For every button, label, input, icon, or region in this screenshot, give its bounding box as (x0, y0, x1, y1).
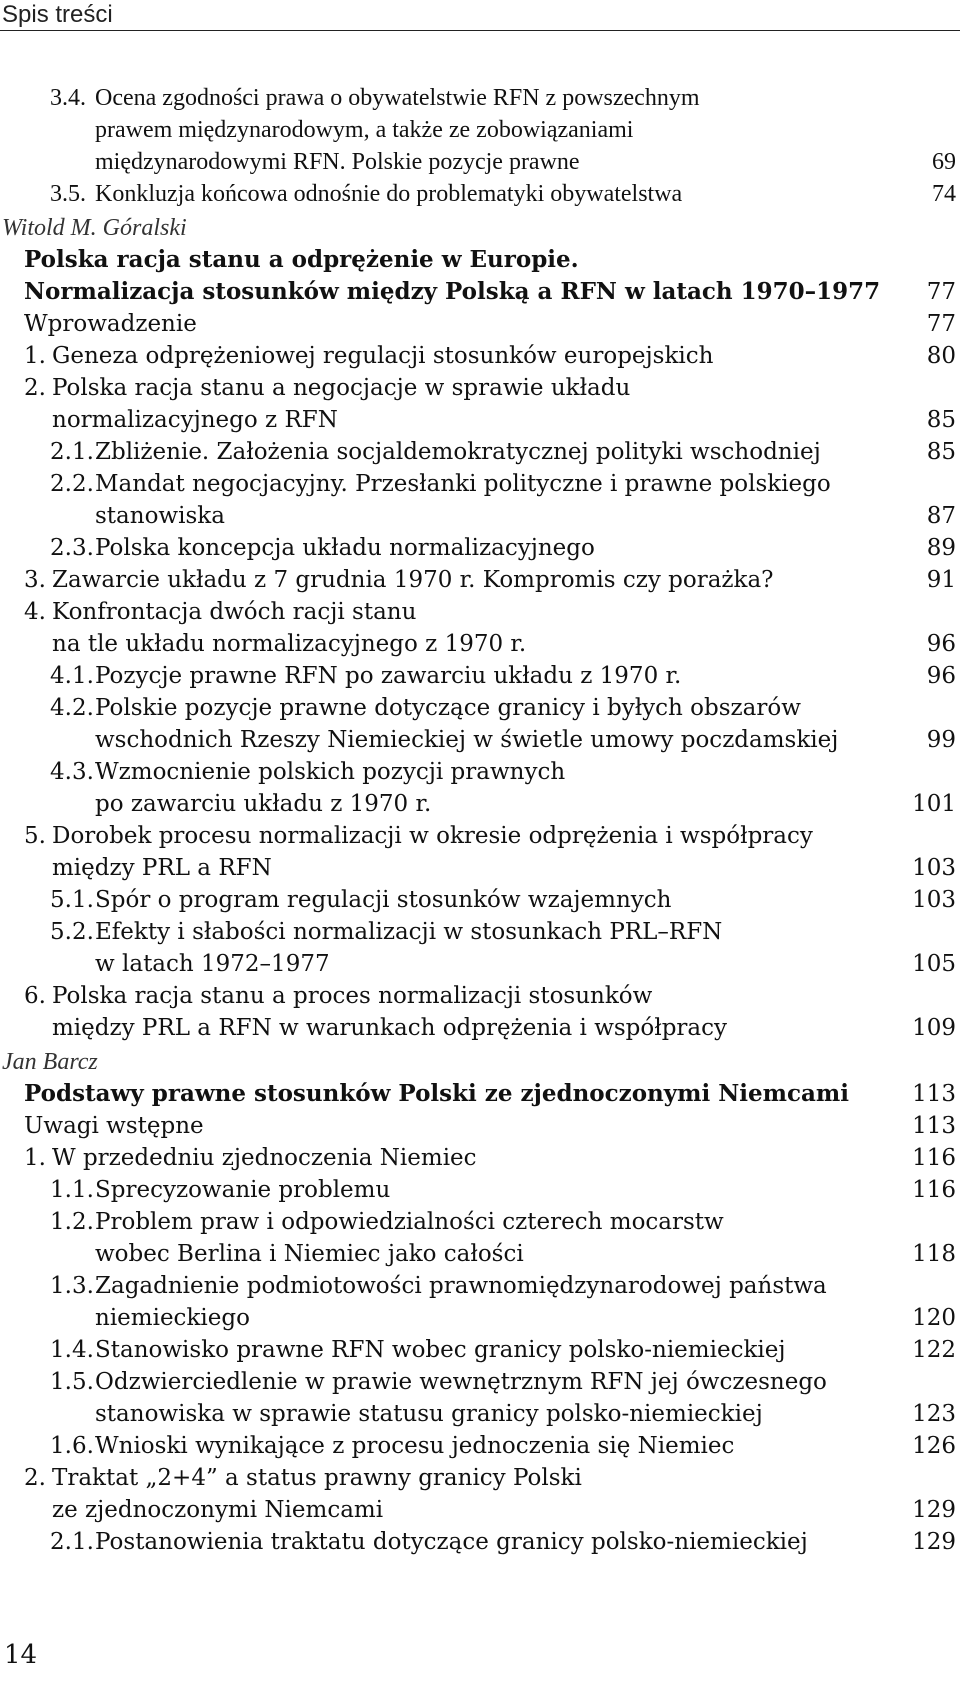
toc-entry (0, 820, 960, 852)
entry-page: 74 (932, 181, 956, 207)
entry-number: 1.1. (50, 1177, 94, 1203)
toc-entry (0, 628, 960, 660)
entry-title: Sprecyzowanie problemu (95, 1177, 391, 1203)
toc-entry (0, 1494, 960, 1526)
entry-number: 2.2. (50, 471, 94, 497)
entry-number: 2.1. (50, 439, 94, 465)
page-number: 14 (4, 1640, 38, 1670)
entry-page: 85 (926, 407, 956, 433)
toc-entry (0, 178, 960, 210)
toc-entry (0, 308, 960, 340)
entry-title: Wprowadzenie (24, 311, 197, 337)
entry-title: normalizacyjnego z RFN (52, 407, 338, 433)
toc-entry (0, 1238, 960, 1270)
toc-entry (0, 1398, 960, 1430)
entry-title: Polska racja stanu a odprężenie w Europie. (24, 246, 579, 273)
entry-title: Wzmocnienie polskich pozycji prawnych (95, 759, 566, 785)
entry-page: 69 (932, 149, 956, 175)
entry-number: 6. (24, 983, 46, 1009)
toc-entry (0, 532, 960, 564)
toc-entry (0, 564, 960, 596)
entry-number: 1.6. (50, 1433, 94, 1459)
entry-title: Efekty i słabości normalizacji w stosunkach PRL–RFN (95, 919, 723, 945)
entry-number: 1.5. (50, 1369, 94, 1395)
toc-entry (0, 404, 960, 436)
toc-entry (0, 1302, 960, 1334)
entry-title: Geneza odprężeniowej regulacji stosunków europejskich (52, 343, 714, 369)
entry-title: międzynarodowymi RFN. Polskie pozycje prawne (95, 149, 580, 175)
entry-title: Wnioski wynikające z procesu jednoczenia się Niemiec (95, 1433, 735, 1459)
entry-page: 96 (926, 663, 956, 689)
entry-title: Polska racja stanu a proces normalizacji stosunków (52, 983, 653, 1009)
toc-entry (0, 436, 960, 468)
table-of-contents (0, 82, 960, 1558)
entry-number: 1. (24, 343, 46, 369)
toc-entry (0, 1526, 960, 1558)
toc-entry (0, 596, 960, 628)
toc-entry (0, 724, 960, 756)
entry-page: 113 (912, 1081, 956, 1107)
entry-title: Polska racja stanu a negocjacje w sprawie układu (52, 375, 631, 401)
entry-title: wschodnich Rzeszy Niemieckiej w świetle umowy poczdamskiej (95, 727, 839, 753)
entry-title: Odzwierciedlenie w prawie wewnętrznym RFN jej ówczesnego (95, 1369, 827, 1395)
entry-page: 103 (912, 887, 956, 913)
toc-entry (0, 276, 960, 308)
toc-entry (0, 948, 960, 980)
entry-number: 5.2. (50, 919, 94, 945)
entry-number: 1.2. (50, 1209, 94, 1235)
toc-entry (0, 660, 960, 692)
entry-number: 1.3. (50, 1273, 94, 1299)
entry-page: 113 (912, 1113, 956, 1139)
toc-entry (0, 1142, 960, 1174)
entry-title: między PRL a RFN (52, 855, 272, 881)
entry-title: stanowiska w sprawie statusu granicy polsko-niemieckiej (95, 1401, 763, 1427)
toc-entry (0, 692, 960, 724)
entry-number: 3.4. (50, 85, 86, 111)
entry-title: Polskie pozycje prawne dotyczące granicy i byłych obszarów (95, 695, 801, 721)
author-label: Witold M. Góralski (2, 215, 187, 241)
entry-page: 99 (926, 727, 956, 753)
entry-page: 96 (926, 631, 956, 657)
entry-page: 80 (926, 343, 956, 369)
entry-title: prawem międzynarodowym, a także ze zobowiązaniami (95, 117, 634, 143)
entry-title: wobec Berlina i Niemiec jako całości (95, 1241, 524, 1267)
entry-page: 122 (912, 1337, 956, 1363)
toc-entry (0, 788, 960, 820)
entry-title: na tle układu normalizacyjnego z 1970 r. (52, 631, 527, 657)
entry-number: 4.3. (50, 759, 94, 785)
entry-number: 2. (24, 375, 46, 401)
entry-number: 1.4. (50, 1337, 94, 1363)
entry-page: 116 (912, 1177, 956, 1203)
toc-entry (0, 916, 960, 948)
toc-entry (0, 756, 960, 788)
entry-page: 103 (912, 855, 956, 881)
toc-entry (0, 884, 960, 916)
entry-title: Dorobek procesu normalizacji w okresie odprężenia i współpracy (52, 823, 813, 849)
entry-title: Mandat negocjacyjny. Przesłanki polityczne i prawne polskiego (95, 471, 831, 497)
toc-entry (0, 1462, 960, 1494)
entry-page: 116 (912, 1145, 956, 1171)
entry-number: 4.1. (50, 663, 94, 689)
entry-title: Spór o program regulacji stosunków wzajemnych (95, 887, 672, 913)
entry-title: Postanowienia traktatu dotyczące granicy polsko-niemieckiej (95, 1529, 808, 1555)
entry-page: 120 (912, 1305, 956, 1331)
entry-number: 5.1. (50, 887, 94, 913)
entry-title: Ocena zgodności prawa o obywatelstwie RFN z powszechnym (95, 85, 700, 111)
entry-title: w latach 1972–1977 (95, 951, 330, 977)
header-title: Spis treści (2, 1, 113, 28)
entry-title: ze zjednoczonymi Niemcami (52, 1497, 384, 1523)
entry-page: 89 (926, 535, 956, 561)
entry-page: 101 (912, 791, 956, 817)
toc-entry (0, 1110, 960, 1142)
entry-title: W przededniu zjednoczenia Niemiec (52, 1145, 477, 1171)
toc-entry (0, 114, 960, 146)
entry-number: 2.3. (50, 535, 94, 561)
toc-entry (0, 1206, 960, 1238)
entry-number: 5. (24, 823, 46, 849)
entry-title: Stanowisko prawne RFN wobec granicy polsko-niemieckiej (95, 1337, 786, 1363)
toc-entry (0, 372, 960, 404)
entry-page: 105 (912, 951, 956, 977)
entry-page: 123 (912, 1401, 956, 1427)
author-label: Jan Barcz (2, 1049, 98, 1075)
entry-page: 77 (926, 311, 956, 337)
entry-title: po zawarciu układu z 1970 r. (95, 791, 432, 817)
toc-entry (0, 146, 960, 178)
entry-number: 4. (24, 599, 46, 625)
entry-page: 129 (912, 1529, 956, 1555)
entry-title: Polska koncepcja układu normalizacyjnego (95, 535, 595, 561)
entry-title: Uwagi wstępne (24, 1113, 204, 1139)
toc-entry (0, 1366, 960, 1398)
entry-title: stanowiska (95, 503, 225, 529)
entry-page: 129 (912, 1497, 956, 1523)
entry-page: 87 (926, 503, 956, 529)
entry-title: Zbliżenie. Założenia socjaldemokratycznej polityki wschodniej (95, 439, 821, 465)
entry-page: 85 (926, 439, 956, 465)
entry-title: Pozycje prawne RFN po zawarciu układu z 1970 r. (95, 663, 682, 689)
entry-title: między PRL a RFN w warunkach odprężenia i współpracy (52, 1015, 728, 1041)
entry-title: Problem praw i odpowiedzialności czterech mocarstw (95, 1209, 724, 1235)
entry-title: Normalizacja stosunków między Polską a RFN w latach 1970–1977 (24, 278, 881, 305)
entry-page: 91 (926, 567, 956, 593)
toc-entry (0, 1334, 960, 1366)
entry-number: 1. (24, 1145, 46, 1171)
toc-entry (0, 1430, 960, 1462)
toc-entry (0, 468, 960, 500)
entry-number: 2. (24, 1465, 46, 1491)
entry-page: 109 (912, 1015, 956, 1041)
entry-page: 118 (912, 1241, 956, 1267)
entry-number: 2.1. (50, 1529, 94, 1555)
toc-entry (0, 980, 960, 1012)
author-name (0, 212, 960, 244)
entry-title: niemieckiego (95, 1305, 250, 1331)
entry-title: Zagadnienie podmiotowości prawnomiędzynarodowej państwa (95, 1273, 827, 1299)
toc-entry (0, 1078, 960, 1110)
toc-entry (0, 82, 960, 114)
toc-entry (0, 500, 960, 532)
entry-page: 77 (926, 279, 956, 305)
entry-title: Podstawy prawne stosunków Polski ze zjednoczonymi Niemcami (24, 1080, 849, 1107)
entry-title: Traktat „2+4” a status prawny granicy Polski (52, 1465, 582, 1491)
toc-entry (0, 852, 960, 884)
toc-entry (0, 1174, 960, 1206)
entry-page: 126 (912, 1433, 956, 1459)
entry-number: 4.2. (50, 695, 94, 721)
entry-title: Konkluzja końcowa odnośnie do problematyki obywatelstwa (95, 181, 683, 207)
running-header (0, 0, 960, 31)
toc-entry (0, 1012, 960, 1044)
entry-title: Zawarcie układu z 7 grudnia 1970 r. Kompromis czy porażka? (52, 567, 774, 593)
entry-number: 3.5. (50, 181, 86, 207)
toc-entry (0, 244, 960, 276)
author-name (0, 1046, 960, 1078)
entry-title: Konfrontacja dwóch racji stanu (52, 599, 417, 625)
toc-entry (0, 1270, 960, 1302)
toc-entry (0, 340, 960, 372)
entry-number: 3. (24, 567, 46, 593)
